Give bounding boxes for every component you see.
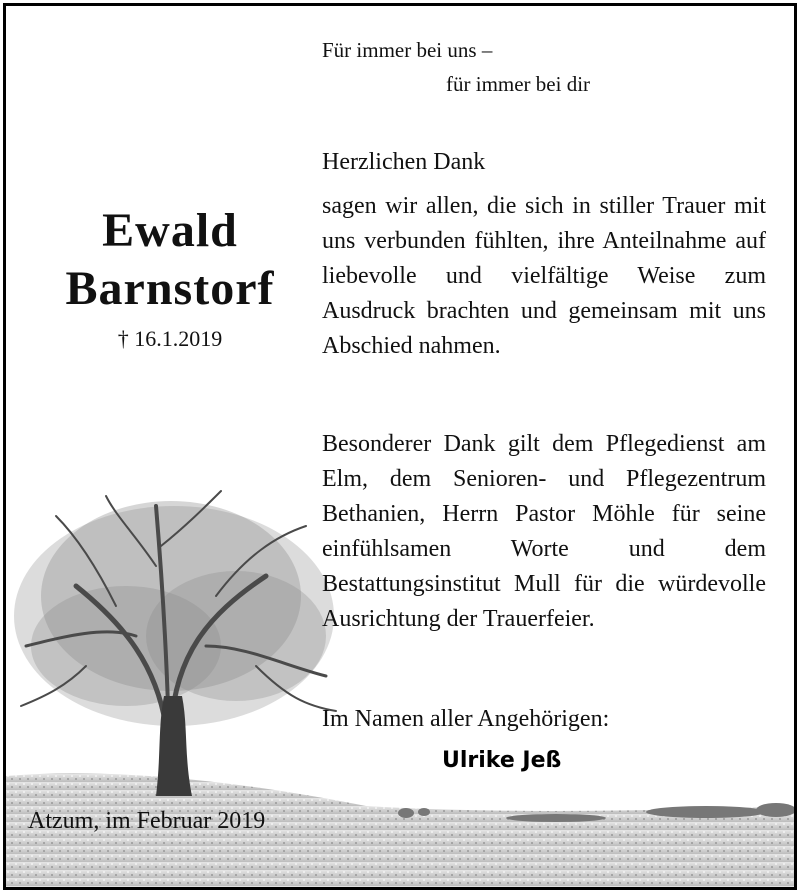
deceased-first-name: Ewald — [102, 204, 238, 257]
motto-line-2: für immer bei dir — [446, 72, 591, 96]
thanks-paragraph-1: sagen wir allen, die sich in stiller Trauer mit uns verbunden fühlten, ihre Anteilnahme auf liebevolle und vielfältige Weise zum Ausdruck brachten und gemeinsam mit uns Abschied nahmen. — [322, 193, 766, 359]
thanks-title: Herzlichen Dank — [322, 149, 486, 175]
deceased-block — [22, 202, 318, 352]
thanks-paragraph-2: Besonderer Dank gilt dem Pflegedienst am Elm, dem Senioren- und Pflegezentrum Bethanien, Herrn Pastor Möhle für seine einfühlsamen Worte und dem Bestattungsinstitut Mull für die würdevolle Ausrichtung der Trauerfeier. — [322, 431, 766, 632]
closing-line: Im Namen aller Angehörigen: — [322, 706, 610, 732]
signature: Ulrike Jeß — [442, 748, 562, 773]
motto-line-1: Für immer bei uns – — [322, 38, 493, 62]
obituary-card — [3, 3, 797, 890]
deceased-last-name: Barnstorf — [65, 262, 275, 315]
death-date: † 16.1.2019 — [117, 326, 223, 351]
place-date: Atzum, im Februar 2019 — [28, 808, 266, 834]
